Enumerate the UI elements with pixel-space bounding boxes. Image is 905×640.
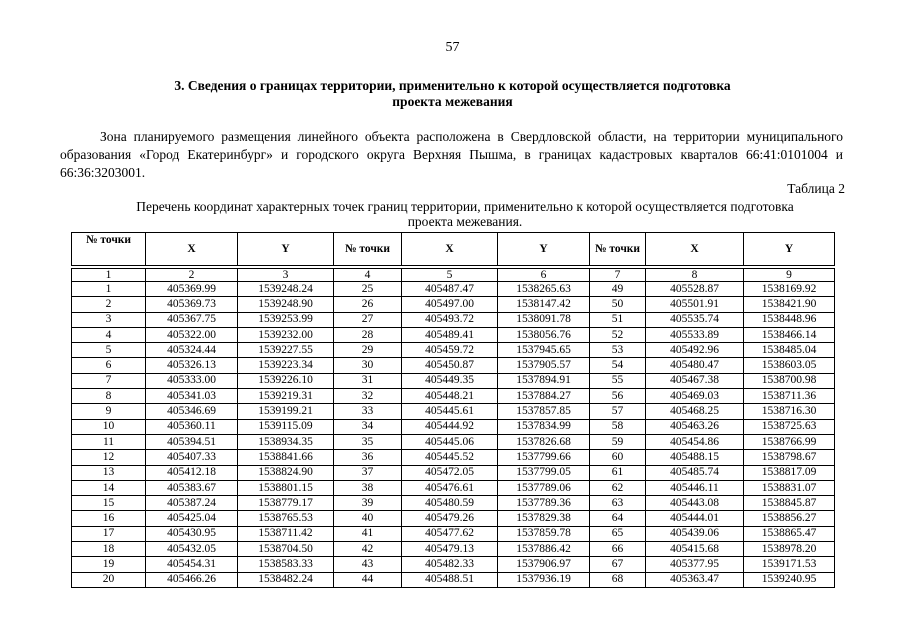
table-cell: 405444.01: [646, 511, 744, 526]
table-cell: 14: [72, 480, 146, 495]
table-cell: 405369.99: [146, 282, 238, 297]
table-cell: 1538725.63: [744, 419, 835, 434]
table-cell: 1538711.36: [744, 389, 835, 404]
table-cell: 1538765.53: [238, 511, 334, 526]
table-cell: 405472.05: [402, 465, 498, 480]
table-cell: 405324.44: [146, 343, 238, 358]
table-row: [72, 542, 835, 557]
table-cell: 1538845.87: [744, 496, 835, 511]
table-cell: 1539232.00: [238, 327, 334, 342]
table-cell: 1538801.15: [238, 480, 334, 495]
table-cell: 1537826.68: [498, 434, 590, 449]
table-cell: 405425.04: [146, 511, 238, 526]
table-cell: 405367.75: [146, 312, 238, 327]
table-cell: 1539171.53: [744, 557, 835, 572]
table-cell: 1537789.06: [498, 480, 590, 495]
table-cell: 405488.15: [646, 450, 744, 465]
column-number-cell: 4: [334, 269, 402, 282]
header-cell: Y: [238, 233, 334, 266]
table-cell: 1537894.91: [498, 373, 590, 388]
table-cell: 405466.26: [146, 572, 238, 587]
table-cell: 1538700.98: [744, 373, 835, 388]
column-number-cell: 8: [646, 269, 744, 282]
table-cell: 1539248.90: [238, 297, 334, 312]
table-cell: 64: [590, 511, 646, 526]
table-cell: 405480.59: [402, 496, 498, 511]
table-body: [72, 282, 835, 588]
table-cell: 1537789.36: [498, 496, 590, 511]
table-cell: 405463.26: [646, 419, 744, 434]
table-cell: 405363.47: [646, 572, 744, 587]
table-cell: 20: [72, 572, 146, 587]
column-number-cell: 9: [744, 269, 835, 282]
table-cell: 1537799.05: [498, 465, 590, 480]
table-cell: 1537829.38: [498, 511, 590, 526]
table-cell: 405377.95: [646, 557, 744, 572]
column-number-cell: 3: [238, 269, 334, 282]
header-cell: № точки: [590, 233, 646, 266]
table-row: [72, 327, 835, 342]
table-cell: 405535.74: [646, 312, 744, 327]
table-row: [72, 282, 835, 297]
table-cell: 39: [334, 496, 402, 511]
intro-paragraph: Зона планируемого размещения линейного объекта расположена в Свердловской области, на территории муниципального образования «Город Екатеринбург» и городского округа Верхняя Пышма, в границах кадастровых кварталов 66:41:0101004 и 66:36:3203001.: [60, 129, 843, 180]
table-cell: 405449.35: [402, 373, 498, 388]
table-cell: 405394.51: [146, 434, 238, 449]
table-cell: 27: [334, 312, 402, 327]
table-cell: 1537945.65: [498, 343, 590, 358]
table-cell: 55: [590, 373, 646, 388]
table-cell: 58: [590, 419, 646, 434]
section-title-line-1: 3. Сведения о границах территории, применительно к которой осуществляется подготовка: [174, 78, 731, 93]
table-row: [72, 572, 835, 587]
table-cell: 1538169.92: [744, 282, 835, 297]
table-cell: 405341.03: [146, 389, 238, 404]
table-cell: 15: [72, 496, 146, 511]
header-cell: X: [402, 233, 498, 266]
table-cell: 1539240.95: [744, 572, 835, 587]
column-number-row: [72, 269, 835, 282]
table-cell: 62: [590, 480, 646, 495]
table-cell: 32: [334, 389, 402, 404]
header-cell: X: [146, 233, 238, 266]
table-cell: 59: [590, 434, 646, 449]
table-cell: 405322.00: [146, 327, 238, 342]
table-cell: 4: [72, 327, 146, 342]
table-cell: 1538056.76: [498, 327, 590, 342]
table-cell: 405493.72: [402, 312, 498, 327]
table-cell: 405445.52: [402, 450, 498, 465]
table-cell: 1538841.66: [238, 450, 334, 465]
section-title: [100, 78, 805, 110]
table-cell: 405450.87: [402, 358, 498, 373]
table-cell: 51: [590, 312, 646, 327]
table-cell: 13: [72, 465, 146, 480]
table-cell: 1538831.07: [744, 480, 835, 495]
table-cell: 405432.05: [146, 542, 238, 557]
table-cell: 405533.89: [646, 327, 744, 342]
table-cell: 1538856.27: [744, 511, 835, 526]
column-number-cell: 1: [72, 269, 146, 282]
table-cell: 1537834.99: [498, 419, 590, 434]
table-cell: 405479.26: [402, 511, 498, 526]
table-cell: 26: [334, 297, 402, 312]
table-cell: 1538704.50: [238, 542, 334, 557]
table-cell: 60: [590, 450, 646, 465]
table-cell: 1539227.55: [238, 343, 334, 358]
table-cell: 50: [590, 297, 646, 312]
table-cell: 1537906.97: [498, 557, 590, 572]
table-cell: 49: [590, 282, 646, 297]
table-cell: 1537905.57: [498, 358, 590, 373]
table-cell: 8: [72, 389, 146, 404]
table-cell: 33: [334, 404, 402, 419]
table-cell: 35: [334, 434, 402, 449]
table-cell: 16: [72, 511, 146, 526]
table-row: [72, 480, 835, 495]
table-row: [72, 434, 835, 449]
table-cell: 405383.67: [146, 480, 238, 495]
table-cell: 1537936.19: [498, 572, 590, 587]
table-cell: 1538603.05: [744, 358, 835, 373]
table-cell: 31: [334, 373, 402, 388]
table-cell: 40: [334, 511, 402, 526]
table-cell: 405443.08: [646, 496, 744, 511]
table-cell: 19: [72, 557, 146, 572]
column-number-cell: 7: [590, 269, 646, 282]
table-row: [72, 557, 835, 572]
table-cell: 405387.24: [146, 496, 238, 511]
table-cell: 405479.13: [402, 542, 498, 557]
table-cell: 1538448.96: [744, 312, 835, 327]
table-cell: 405333.00: [146, 373, 238, 388]
table-cell: 17: [72, 526, 146, 541]
table-row: [72, 511, 835, 526]
table-cell: 1538817.09: [744, 465, 835, 480]
table-cell: 405468.25: [646, 404, 744, 419]
table-cell: 1537859.78: [498, 526, 590, 541]
table-cell: 1538421.90: [744, 297, 835, 312]
table-cell: 405489.41: [402, 327, 498, 342]
table-row: [72, 343, 835, 358]
table-cell: 38: [334, 480, 402, 495]
table-cell: 1537799.66: [498, 450, 590, 465]
table-cell: 1538485.04: [744, 343, 835, 358]
column-number-cell: 6: [498, 269, 590, 282]
header-cell: X: [646, 233, 744, 266]
table-row: [72, 465, 835, 480]
table-row: [72, 297, 835, 312]
table-cell: 34: [334, 419, 402, 434]
table-row: [72, 358, 835, 373]
table-cell: 53: [590, 343, 646, 358]
table-cell: 405430.95: [146, 526, 238, 541]
table-cell: 1539226.10: [238, 373, 334, 388]
table-cell: 1538978.20: [744, 542, 835, 557]
table-cell: 405459.72: [402, 343, 498, 358]
table-caption: [90, 199, 840, 229]
table-cell: 66: [590, 542, 646, 557]
table-cell: 405445.61: [402, 404, 498, 419]
table-cell: 68: [590, 572, 646, 587]
header-cell: № точки: [72, 233, 146, 266]
table-cell: 405446.11: [646, 480, 744, 495]
table-row: [72, 450, 835, 465]
table-cell: 1538482.24: [238, 572, 334, 587]
table-cell: 44: [334, 572, 402, 587]
table-cell: 25: [334, 282, 402, 297]
table-cell: 405487.47: [402, 282, 498, 297]
table-cell: 1538583.33: [238, 557, 334, 572]
table-cell: 1538711.42: [238, 526, 334, 541]
table-cell: 405480.47: [646, 358, 744, 373]
table-cell: 36: [334, 450, 402, 465]
table-caption-line-2: проекта межевания.: [407, 214, 523, 229]
table-cell: 7: [72, 373, 146, 388]
table-cell: 56: [590, 389, 646, 404]
table-cell: 405454.86: [646, 434, 744, 449]
table-cell: 405485.74: [646, 465, 744, 480]
table-cell: 405469.03: [646, 389, 744, 404]
table-row: [72, 404, 835, 419]
table-cell: 11: [72, 434, 146, 449]
table-cell: 405488.51: [402, 572, 498, 587]
table-cell: 1537884.27: [498, 389, 590, 404]
table-cell: 54: [590, 358, 646, 373]
table-cell: 18: [72, 542, 146, 557]
page-number: 57: [445, 40, 460, 55]
table-cell: 1538147.42: [498, 297, 590, 312]
table-cell: 57: [590, 404, 646, 419]
table-cell: 52: [590, 327, 646, 342]
table-cell: 405326.13: [146, 358, 238, 373]
header-cell: Y: [744, 233, 835, 266]
table-cell: 405528.87: [646, 282, 744, 297]
table-cell: 405415.68: [646, 542, 744, 557]
table-cell: 6: [72, 358, 146, 373]
table-cell: 67: [590, 557, 646, 572]
table-cell: 29: [334, 343, 402, 358]
table-cell: 405476.61: [402, 480, 498, 495]
table-cell: 1538466.14: [744, 327, 835, 342]
table-cell: 2: [72, 297, 146, 312]
coordinates-table: [71, 232, 835, 588]
table-cell: 1538865.47: [744, 526, 835, 541]
table-cell: 1537857.85: [498, 404, 590, 419]
table-cell: 1539115.09: [238, 419, 334, 434]
table-row: [72, 373, 835, 388]
table-cell: 12: [72, 450, 146, 465]
table-cell: 405412.18: [146, 465, 238, 480]
table-row: [72, 312, 835, 327]
table-row: [72, 496, 835, 511]
table-header-row: [72, 233, 835, 266]
table-cell: 1539219.31: [238, 389, 334, 404]
table-cell: 65: [590, 526, 646, 541]
table-cell: 1539248.24: [238, 282, 334, 297]
table-cell: 1538716.30: [744, 404, 835, 419]
table-cell: 1538091.78: [498, 312, 590, 327]
table-cell: 37: [334, 465, 402, 480]
table-cell: 1538798.67: [744, 450, 835, 465]
table-cell: 1538265.63: [498, 282, 590, 297]
table-cell: 405467.38: [646, 373, 744, 388]
table-cell: 1538779.17: [238, 496, 334, 511]
table-cell: 9: [72, 404, 146, 419]
table-cell: 405369.73: [146, 297, 238, 312]
table-cell: 405501.91: [646, 297, 744, 312]
table-label: Таблица 2: [787, 181, 845, 196]
table-cell: 405448.21: [402, 389, 498, 404]
table-cell: 405492.96: [646, 343, 744, 358]
table-row: [72, 526, 835, 541]
header-cell: № точки: [334, 233, 402, 266]
table-cell: 405445.06: [402, 434, 498, 449]
table-cell: 1537886.42: [498, 542, 590, 557]
table-cell: 42: [334, 542, 402, 557]
column-number-cell: 2: [146, 269, 238, 282]
table-cell: 405439.06: [646, 526, 744, 541]
table-cell: 405407.33: [146, 450, 238, 465]
table-cell: 61: [590, 465, 646, 480]
table-cell: 1538766.99: [744, 434, 835, 449]
header-cell: Y: [498, 233, 590, 266]
table-cell: 1: [72, 282, 146, 297]
table-cell: 1538934.35: [238, 434, 334, 449]
table-cell: 41: [334, 526, 402, 541]
table-cell: 405360.11: [146, 419, 238, 434]
table-cell: 63: [590, 496, 646, 511]
table-row: [72, 419, 835, 434]
table-cell: 405346.69: [146, 404, 238, 419]
section-title-line-2: проекта межевания: [392, 94, 513, 109]
table-row: [72, 389, 835, 404]
table-cell: 28: [334, 327, 402, 342]
table-cell: 30: [334, 358, 402, 373]
table-cell: 405477.62: [402, 526, 498, 541]
table-cell: 3: [72, 312, 146, 327]
table-cell: 405482.33: [402, 557, 498, 572]
table-cell: 10: [72, 419, 146, 434]
table-cell: 1539199.21: [238, 404, 334, 419]
table-cell: 1539253.99: [238, 312, 334, 327]
table-cell: 405444.92: [402, 419, 498, 434]
table-cell: 1538824.90: [238, 465, 334, 480]
table-cell: 405497.00: [402, 297, 498, 312]
column-number-cell: 5: [402, 269, 498, 282]
table-cell: 5: [72, 343, 146, 358]
table-cell: 1539223.34: [238, 358, 334, 373]
table-cell: 43: [334, 557, 402, 572]
table-cell: 405454.31: [146, 557, 238, 572]
table-caption-line-1: Перечень координат характерных точек границ территории, применительно к которой осуществляется подготовка: [136, 199, 794, 214]
